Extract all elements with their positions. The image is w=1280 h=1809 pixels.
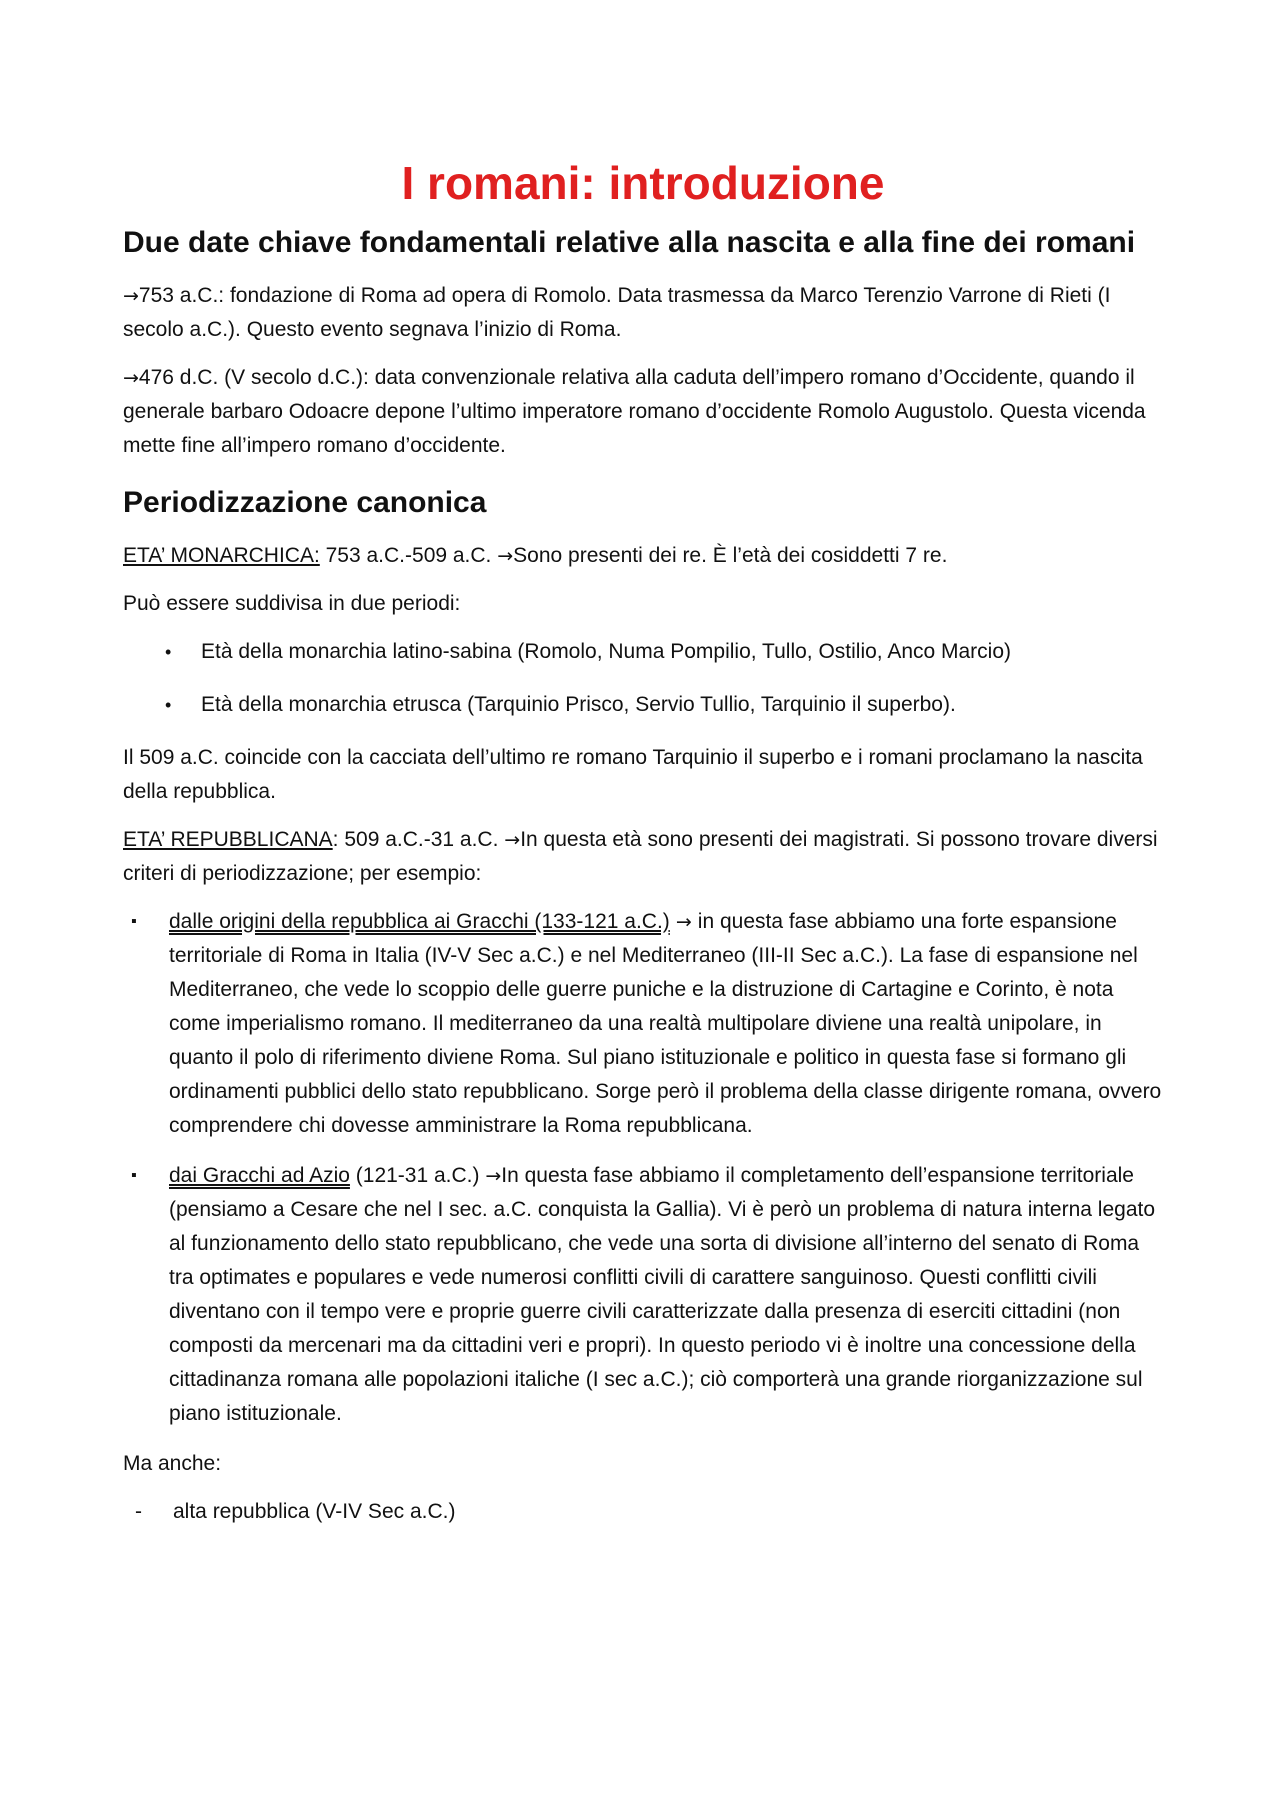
eta-monarchica-label: ETA’ MONARCHICA: — [123, 544, 320, 567]
eta-monarchica-range: 753 a.C.-509 a.C. — [319, 544, 498, 567]
criterio-label: dalle origini della repubblica ai Gracchi (133-121 a.C.) — [169, 910, 670, 933]
paragraph-eta-monarchica — [123, 539, 1163, 573]
arrow-icon: → — [123, 285, 139, 307]
document-title: I romani: introduzione — [401, 157, 885, 209]
criterio-text: In questa fase abbiamo il completamento dell’espansione territoriale (pensiamo a Cesare che nel I sec. a.C. conquista la Gallia). Vi è però un problema di natura interna legato al funzionamento dello stato repubblicano, che vede una sorta di divisione all’interno del senato di Roma tra optimates e populares e vede numerosi conflitti civili di carattere sanguinoso. Questi conflitti civili diventano con il tempo vere e proprie guerre civili caratterizzate dalla presenza di eserciti cittadini (non composti da mercenari ma da cittadini veri e propri). In questo periodo vi è inoltre una concessione della cittadinanza romana alle popolazioni italiche (I sec a.C.); ciò comporterà una grande riorganizzazione sul piano istituzionale. — [169, 1164, 1156, 1425]
list-item-text: Età della monarchia latino-sabina (Romolo, Numa Pompilio, Tullo, Ostilio, Anco Marcio) — [201, 640, 1012, 663]
paragraph-ma-anche: Ma anche: — [123, 1452, 222, 1475]
bullet-icon: • — [165, 642, 172, 662]
paragraph-suddivisa: Può essere suddivisa in due periodi: — [123, 592, 461, 615]
square-bullet-icon: ▪ — [131, 913, 137, 930]
paragraph-eta-repubblicana — [123, 823, 1163, 891]
arrow-icon: → — [123, 367, 139, 389]
square-list-criteri — [123, 905, 1163, 1431]
list-item-text: alta repubblica (V-IV Sec a.C.) — [173, 1500, 456, 1523]
list-item — [123, 905, 1163, 1143]
criterio-label: dai Gracchi ad Azio — [169, 1164, 350, 1187]
list-item — [123, 688, 1163, 722]
paragraph-476-text: 476 d.C. (V secolo d.C.): data convenzionale relativa alla caduta dell’impero romano d’Occidente, quando il generale barbaro Odoacre depone l’ultimo imperatore romano d’occidente Romolo Augustolo. Questa vicenda mette fine all’impero romano d’occidente. — [123, 366, 1146, 457]
arrow-icon: → — [485, 1165, 502, 1187]
paragraph-509: Il 509 a.C. coincide con la cacciata dell’ultimo re romano Tarquinio il superbo e i romani proclamano la nascita della repubblica. — [123, 746, 1143, 803]
document-content — [123, 155, 1163, 1529]
eta-repubblicana-range: : 509 a.C.-31 a.C. — [332, 828, 505, 851]
list-item — [123, 1159, 1163, 1431]
list-item — [123, 635, 1163, 669]
list-item-text: Età della monarchia etrusca (Tarquinio Prisco, Servio Tullio, Tarquinio il superbo). — [201, 693, 956, 716]
bullet-icon: • — [165, 695, 172, 715]
square-bullet-icon: ▪ — [131, 1167, 137, 1184]
paragraph-476 — [123, 361, 1163, 463]
eta-monarchica-text: Sono presenti dei re. È l’età dei cosiddetti 7 re. — [513, 544, 948, 567]
arrow-icon: → — [669, 911, 698, 933]
eta-repubblicana-text: In questa età sono presenti dei magistrati. Si possono trovare diversi criteri di periodizzazione; per esempio: — [123, 828, 1158, 885]
list-item — [123, 1495, 1163, 1529]
bullet-list-periodi — [123, 635, 1163, 722]
criterio-range: (121-31 a.C.) — [349, 1164, 486, 1187]
section-heading-periodizzazione: Periodizzazione canonica — [123, 486, 487, 519]
dash-bullet-icon: - — [135, 1500, 142, 1523]
arrow-icon: → — [497, 545, 514, 567]
dash-list-altri — [123, 1495, 1163, 1529]
section-heading-date-chiave: Due date chiave fondamentali relative alla nascita e alla fine dei romani — [123, 226, 1136, 259]
eta-repubblicana-label: ETA’ REPUBBLICANA — [123, 828, 333, 851]
paragraph-753-text: 753 a.C.: fondazione di Roma ad opera di Romolo. Data trasmessa da Marco Terenzio Varrone di Rieti (I secolo a.C.). Questo evento segnava l’inizio di Roma. — [123, 284, 1111, 341]
criterio-text: in questa fase abbiamo una forte espansione territoriale di Roma in Italia (IV-V Sec a.C.) e nel Mediterraneo (III-II Sec a.C.). La fase di espansione nel Mediterraneo, che vede lo scoppio delle guerre puniche e la distruzione di Cartagine e Corinto, è nota come imperialismo romano. Il mediterraneo da una realtà multipolare diviene una realtà unipolare, in quanto il polo di riferimento diviene Roma. Sul piano istituzionale e politico in questa fase si formano gli ordinamenti pubblici dello stato repubblicano. Sorge però il problema della classe dirigente romana, ovvero comprendere chi dovesse amministrare la Roma repubblicana. — [169, 910, 1162, 1137]
arrow-icon: → — [504, 829, 521, 851]
paragraph-753 — [123, 279, 1163, 347]
